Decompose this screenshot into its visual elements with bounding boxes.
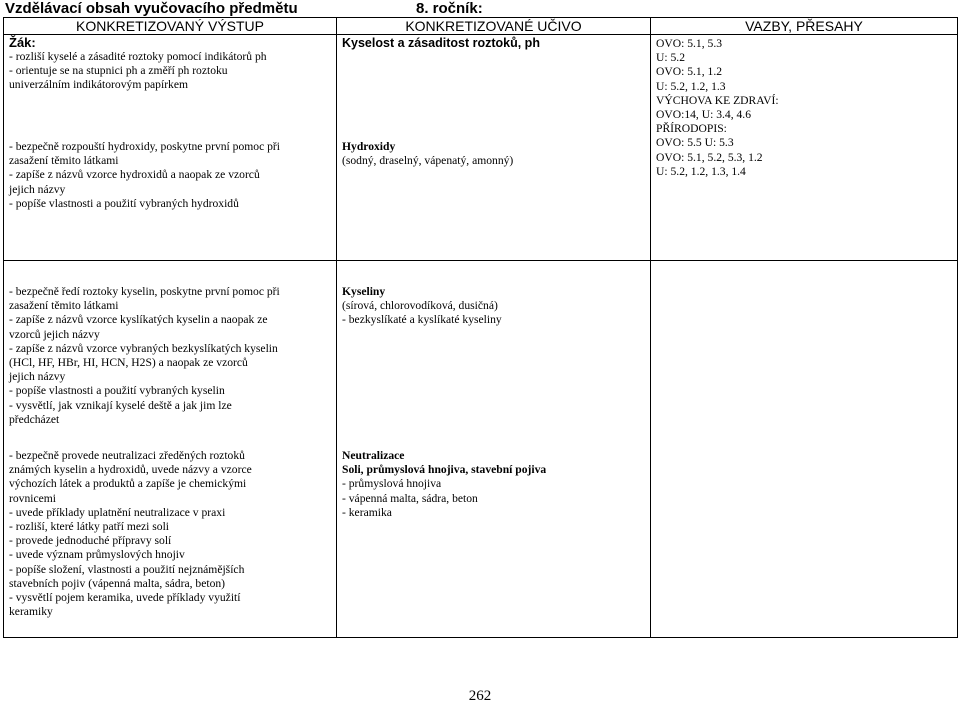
outcome-item: zasažení těmito látkami	[9, 299, 119, 313]
outcomes-cell	[4, 35, 337, 261]
outcomes-cell	[4, 261, 337, 638]
topic-detail: - vápenná malta, sádra, beton	[342, 491, 478, 505]
link-reference: PŘÍRODOPIS:	[656, 122, 727, 136]
outcome-item: (HCl, HF, HBr, HI, HCN, H2S) a naopak ze vzorců	[9, 356, 248, 370]
links-cell	[651, 261, 958, 638]
outcome-list	[9, 449, 332, 619]
outcome-item: jejich názvy	[9, 182, 66, 196]
link-reference: OVO:14, U: 3.4, 4.6	[656, 108, 752, 122]
outcome-item: - popíše složení, vlastnosti a použití nejznámějších	[9, 562, 245, 576]
outcome-item: vzorců jejich názvy	[9, 327, 100, 341]
column-header-row	[4, 18, 958, 35]
outcome-list	[9, 50, 332, 93]
topic-subtitle: Soli, průmyslová hnojiva, stavební pojiva	[342, 463, 547, 477]
outcome-item: známých kyselin a hydroxidů, uvede názvy a vzorce	[9, 463, 252, 477]
outcome-item: rovnicemi	[9, 491, 57, 505]
topic-detail: - bezkyslíkaté a kyslíkaté kyseliny	[342, 313, 502, 327]
page-number: 262	[468, 688, 492, 704]
outcome-item: - bezpečně ředí roztoky kyselin, poskytne první pomoc při	[9, 285, 280, 298]
outcome-item: - zapíše z názvů vzorce hydroxidů a naopak ze vzorců	[9, 168, 260, 182]
outcome-list	[9, 285, 332, 427]
topic-title: Kyseliny	[342, 285, 386, 298]
links-list	[656, 37, 953, 179]
outcome-item: jejich názvy	[9, 370, 66, 384]
outcome-item: - rozliší, které látky patří mezi soli	[9, 520, 170, 534]
topic-detail: (sírová, chlorovodíková, dusičná)	[342, 299, 498, 313]
outcome-item: stavebních pojiv (vápenná malta, sádra, beton)	[9, 576, 226, 590]
outcome-item: - popíše vlastnosti a použití vybraných hydroxidů	[9, 196, 239, 210]
outcome-item: zasažení těmito látkami	[9, 154, 119, 168]
outcome-item: - zapíše z názvů vzorce vybraných bezkyslíkatých kyselin	[9, 341, 278, 355]
column-header-links: VAZBY, PŘESAHY	[651, 18, 958, 35]
document-header	[0, 0, 960, 17]
column-header-outcomes: KONKRETIZOVANÝ VÝSTUP	[4, 18, 337, 35]
topic-detail: - keramika	[342, 505, 392, 519]
link-reference: U: 5.2, 1.2, 1.3, 1.4	[656, 164, 746, 178]
topic-title: Neutralizace	[342, 449, 405, 462]
grade-title: 8. ročník:	[416, 0, 483, 17]
link-reference: OVO: 5.1, 1.2	[656, 65, 723, 79]
content-cell	[337, 35, 651, 261]
link-reference: VÝCHOVA KE ZDRAVÍ:	[656, 93, 779, 107]
link-reference: OVO: 5.1, 5.2, 5.3, 1.2	[656, 150, 763, 164]
links-cell	[651, 35, 958, 261]
outcome-item: - vysvětlí pojem keramika, uvede příklady využití	[9, 591, 241, 605]
outcome-item: keramiky	[9, 605, 53, 619]
outcome-item: - zapíše z názvů vzorce kyslíkatých kyselin a naopak ze	[9, 313, 268, 327]
subject-title: Vzdělávací obsah vyučovacího předmětu	[5, 0, 298, 17]
table-row	[4, 261, 958, 638]
table-row	[4, 35, 958, 261]
student-label: Žák:	[9, 35, 36, 50]
link-reference: U: 5.2, 1.2, 1.3	[656, 79, 726, 93]
topic-title: Kyselost a zásaditost roztoků, ph	[342, 36, 540, 50]
outcome-item: - bezpečně provede neutralizaci zředěných roztoků	[9, 449, 245, 462]
outcome-item: - uvede význam průmyslových hnojiv	[9, 548, 185, 562]
outcome-item: - rozliší kyselé a zásadité roztoky pomocí indikátorů ph	[9, 50, 267, 63]
outcome-list	[9, 140, 332, 211]
outcome-item: - bezpečně rozpouští hydroxidy, poskytne první pomoc při	[9, 140, 280, 153]
outcome-item: předcházet	[9, 412, 60, 426]
outcome-item: - orientuje se na stupnici ph a změří ph roztoku	[9, 64, 228, 78]
column-header-content: KONKRETIZOVANÉ UČIVO	[337, 18, 651, 35]
outcome-item: - uvede příklady uplatnění neutralizace v praxi	[9, 505, 226, 519]
link-reference: U: 5.2	[656, 51, 685, 65]
outcome-item: - provede jednoduché přípravy solí	[9, 534, 172, 548]
topic-detail: - průmyslová hnojiva	[342, 477, 442, 491]
curriculum-table	[3, 17, 958, 638]
link-reference: OVO: 5.5 U: 5.3	[656, 136, 734, 150]
outcome-item: výchozích látek a produktů a zapíše je chemickými	[9, 477, 247, 491]
link-reference: OVO: 5.1, 5.3	[656, 37, 723, 50]
topic-detail: (sodný, draselný, vápenatý, amonný)	[342, 154, 514, 168]
outcome-item: - vysvětlí, jak vznikají kyselé deště a jak jim lze	[9, 398, 232, 412]
topic-title: Hydroxidy	[342, 140, 396, 153]
outcome-item: - popíše vlastnosti a použití vybraných kyselin	[9, 384, 225, 398]
content-cell	[337, 261, 651, 638]
outcome-item: univerzálním indikátorovým papírkem	[9, 78, 189, 92]
